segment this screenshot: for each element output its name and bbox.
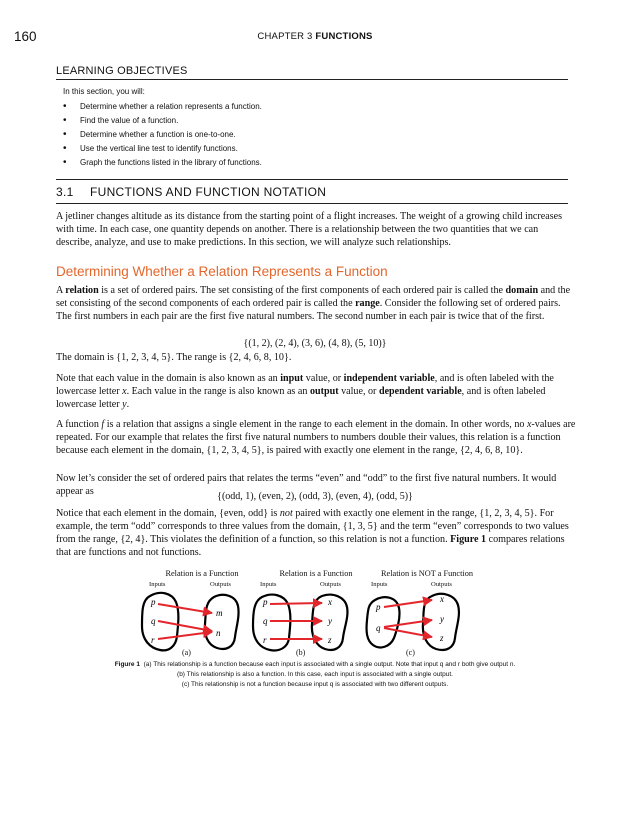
variables-paragraph: Note that each value in the domain is also known as an input value, or independent variable, and is often labeled with the lowercase letter x. Each value in the range is also known as an output value, or dependent variable, and is often labeled lowercase letter y. (56, 373, 554, 410)
term-range: range (355, 297, 380, 309)
objective-item: • Use the vertical line test to identify functions. (63, 142, 262, 156)
objectives-intro: In this section, you will: (63, 87, 145, 96)
panel-c-arrow-q-z (384, 628, 432, 637)
panel-a-title: Relation is a Function (165, 569, 239, 578)
objective-item: • Determine whether a function is one-to-one. (63, 128, 262, 142)
figure-reference: Figure 1 (450, 533, 487, 545)
panel-a-inputs-label: Inputs (149, 581, 166, 588)
objective-item: • Find the value of a function. (63, 114, 262, 128)
panel-b-output-label: z (328, 635, 332, 645)
objective-item: • Graph the functions listed in the library of functions. (63, 156, 262, 170)
function-paragraph: A function f is a relation that assigns a single element in the range to each element in the domain. In other words, no x-values are repeated. For our example that relates the first five natural numbers to numbers double their values, this relation is a function because each element in the domain, {1, 2, 3, 4, 5}, is paired with exactly one element in the range, {2, 4, 6, 8, 10}. (56, 419, 576, 456)
panel-c-output-label: z (440, 633, 444, 643)
equation-odd-even: {(odd, 1), (even, 2), (odd, 3), (even, 4), (odd, 5)} (217, 491, 413, 502)
equation-ordered-pairs: {(1, 2), (2, 4), (3, 6), (4, 8), (5, 10)} (243, 338, 387, 349)
objectives-title: LEARNING OBJECTIVES (56, 65, 188, 77)
panel-b-outputs-label: Outputs (320, 581, 341, 588)
panel-a-input-label: r (151, 635, 155, 645)
panel-c-sublabel: (c) (406, 648, 415, 657)
panel-c-arrow-q-y (384, 620, 432, 627)
section-title-text: FUNCTIONS AND FUNCTION NOTATION (90, 185, 327, 199)
chapter-title: FUNCTIONS (315, 31, 373, 42)
panel-c-input-label: p (376, 602, 381, 612)
chapter-label: CHAPTER 3 (257, 31, 313, 42)
panel-c-output-label: x (440, 594, 444, 604)
relation-paragraph: A relation is a set of ordered pairs. The set consisting of the first components of each ordered pair is called the domain and the set consisting of the second components of each ordered pair is called the range. Consider the following set of ordered pairs. The first numbers in each pair are the first five natural numbers. The second number in each pair is twice that of the first. (56, 285, 571, 322)
objective-item: • Determine whether a relation represents a function. (63, 100, 262, 114)
figure-label: Figure 1 (114, 661, 140, 668)
panel-b-sublabel: (b) (296, 648, 306, 657)
panel-a-outputs-label: Outputs (210, 581, 231, 588)
panel-c-title: Relation is NOT a Function (380, 569, 474, 578)
odd-even-paragraph: Now let’s consider the set of ordered pairs that relates the terms “even” and “odd” to the first five natural numbers. It would appear as (56, 473, 557, 497)
panel-b-inputs-label: Inputs (260, 581, 277, 588)
panel-a-arrow-r-n (158, 632, 212, 639)
term-relation: relation (65, 285, 99, 296)
panel-b-arrow-p-x (270, 603, 322, 604)
page-number: 160 (14, 29, 37, 44)
panel-b-output-label: x (328, 597, 332, 607)
panel-a-sublabel: (a) (182, 648, 191, 657)
panel-a-input-label: q (151, 616, 156, 626)
panel-a-input-label: p (151, 597, 156, 607)
panel-a-output-label: n (216, 628, 221, 638)
figure-caption-line2: (b) This relationship is also a function. In this case, each input is associated with a single output. (177, 671, 453, 678)
panel-c-input-label: q (376, 623, 381, 633)
intro-paragraph: A jetliner changes altitude as its distance from the starting point of a flight increases. The weight of a growing child increases with time. In each case, one quantity depends on another. There is a relationship between the two quantities that we can describe, analyze, and use to make predictions. In this section, we will analyze such relationships. (56, 211, 563, 248)
panel-b-input-label: p (263, 597, 268, 607)
domain-range-line: The domain is {1, 2, 3, 4, 5}. The range is {2, 4, 6, 8, 10}. (56, 352, 292, 363)
panel-b-input-label: r (263, 635, 267, 645)
term-domain: domain (505, 285, 539, 296)
panel-c-inputs-label: Inputs (371, 581, 388, 588)
panel-a-output-label: m (216, 608, 223, 618)
panel-b-output-label: y (328, 616, 332, 626)
panel-c-output-label: y (440, 614, 444, 624)
panel-b-title: Relation is a Function (279, 569, 353, 578)
subsection-title: Determining Whether a Relation Represents a Function (56, 264, 388, 279)
panel-c-outputs-label: Outputs (431, 581, 452, 588)
panel-b-input-label: q (263, 616, 268, 626)
figure-caption-line1: Figure 1 (a) This relationship is a function because each input is associated with a single output. Note that input q and r both give output n. (114, 661, 516, 668)
figure-caption-line3: (c) This relationship is not a function because input q is associated with two different outputs. (181, 681, 449, 688)
panel-a-arrow-p-m (158, 604, 212, 613)
section-number: 3.1 (56, 185, 74, 199)
notice-paragraph: Notice that each element in the domain, {even, odd} is not paired with exactly one element in the range, {1, 2, 3, 4, 5}. For example, the term “odd” corresponds to three values from the domain, {1, 3, 5} and the term “even” corresponds to two values from the range, {2, 4}. This violates the definition of a function, so this relation is not a function. Figure 1 compares relations that are functions and not functions. (56, 508, 569, 558)
panel-a-output-blob (205, 595, 239, 649)
